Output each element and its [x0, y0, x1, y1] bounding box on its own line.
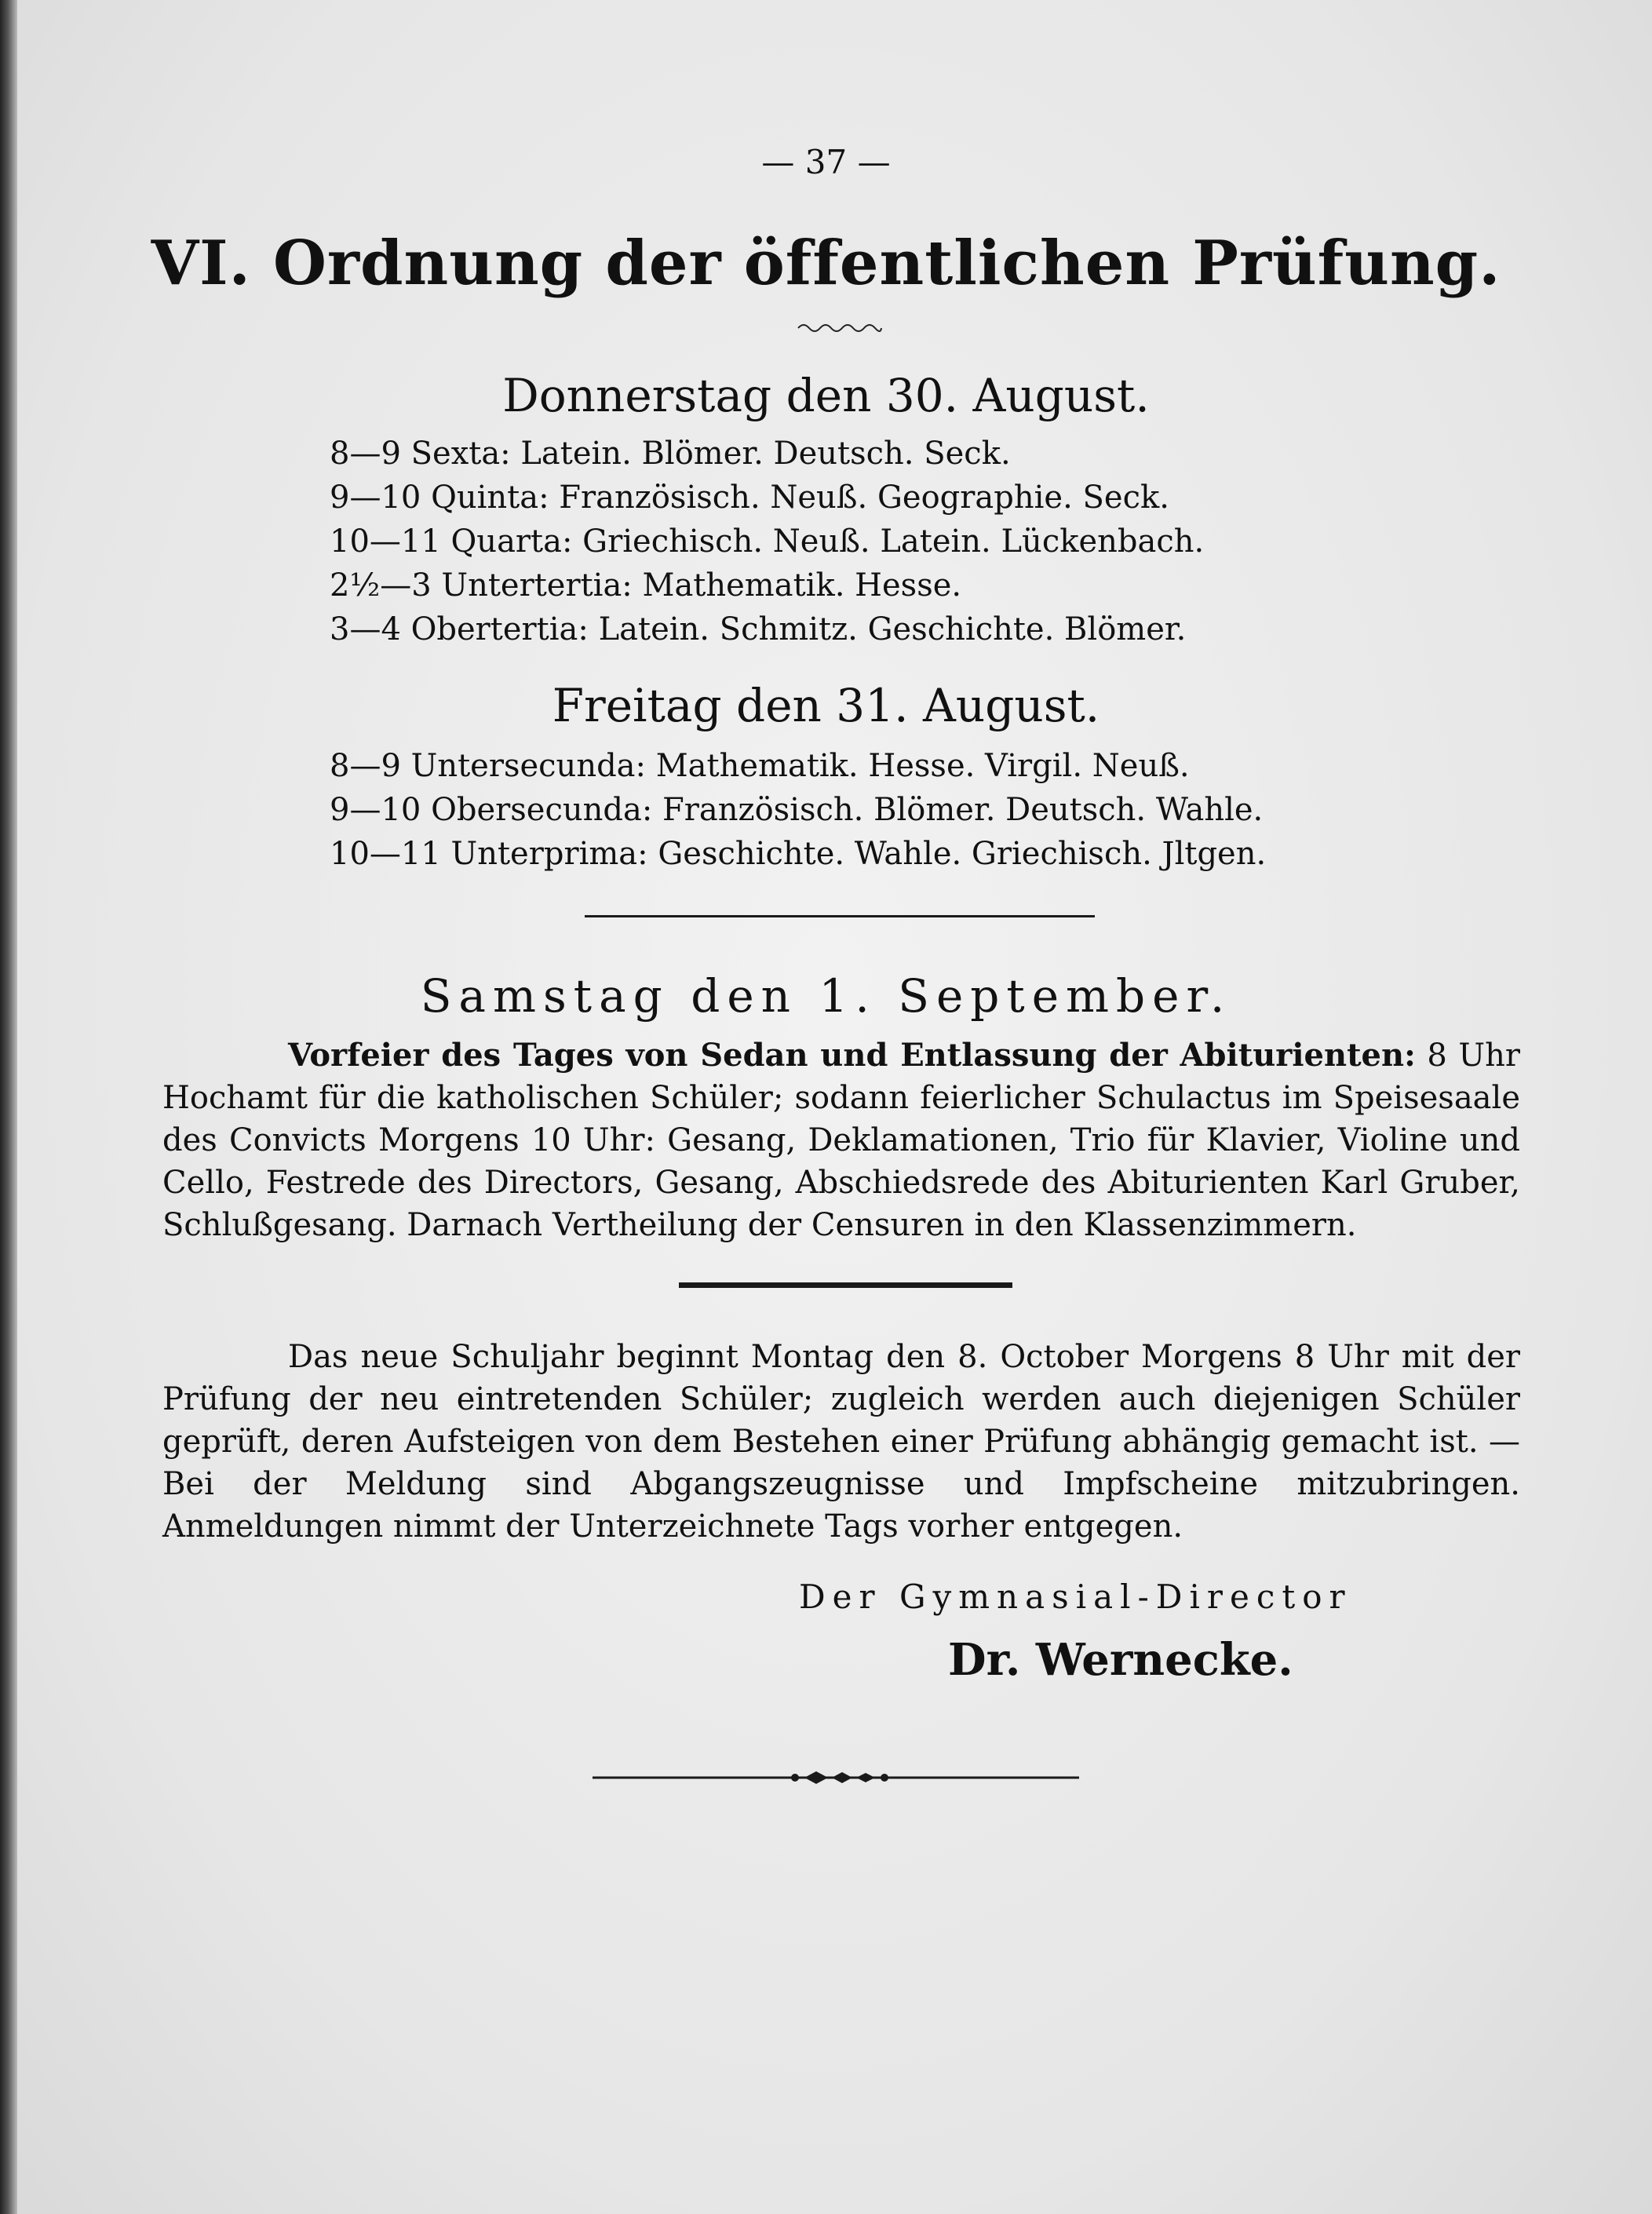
page-number: — 37 —: [761, 143, 891, 181]
page-title: VI. Ordnung der öffentlichen Prüfung.: [151, 228, 1501, 299]
thick-divider: [679, 1282, 1012, 1288]
schedule-line: 9—10 Obersecunda: Französisch. Blömer. Deutsch. Wahle.: [330, 792, 1264, 828]
schedule-line: 3—4 Obertertia: Latein. Schmitz. Geschichte. Blömer.: [330, 611, 1187, 647]
signature-name: Dr. Wernecke.: [948, 1634, 1293, 1686]
title-ornament-squiggle: [797, 320, 883, 336]
schedule-line: 9—10 Quinta: Französisch. Neuß. Geographie. Seck.: [330, 480, 1169, 516]
book-spine-shadow: [0, 0, 17, 2214]
school-year-notice: Das neue Schuljahr beginnt Montag den 8. October Morgens 8 Uhr mit der Prüfung der neu eintretenden Schüler; zugleich werden auch diejenigen Schüler geprüft, deren Aufsteigen von dem Bestehen einer Prüfung abhängig gemacht ist. — Bei der Meldung sind Abgangszeugnisse und Impfscheine mitzubringen. Anmeldungen nimmt der Unterzeichnete Tags vorher entgegen.: [162, 1339, 1520, 1545]
signature-role: Der Gymnasial-Director: [799, 1578, 1352, 1616]
section-divider: [585, 915, 1095, 917]
schedule-line: 10—11 Quarta: Griechisch. Neuß. Latein. Lückenbach.: [330, 523, 1205, 560]
day-heading-thursday: Donnerstag den 30. August.: [502, 369, 1150, 422]
schedule-thursday: [330, 432, 1204, 651]
schedule-line: 8—9 Untersecunda: Mathematik. Hesse. Virgil. Neuß.: [330, 748, 1190, 784]
ceremony-paragraph: [162, 1034, 1520, 1246]
schedule-line: 2½—3 Untertertia: Mathematik. Hesse.: [330, 567, 962, 604]
schedule-line: 8—9 Sexta: Latein. Blömer. Deutsch. Seck.: [330, 436, 1011, 472]
ceremony-lead: Vorfeier des Tages von Sedan und Entlassung der Abiturienten:: [288, 1037, 1416, 1074]
closing-ornament: [593, 1766, 1079, 1789]
ceremony-text: 8 Uhr Hochamt für die katholischen Schüler; sodann feierlicher Schulactus im Speisesaale des Convicts Morgens 10 Uhr: Gesang, Deklamationen, Trio für Klavier, Violine und Cello, Festrede des Directors, Gesang, Abschiedsrede des Abiturienten Karl Gruber, Schlußgesang. Darnach Vertheilung der Censuren in den Klassenzimmern.: [162, 1038, 1520, 1243]
schedule-line: 10—11 Unterprima: Geschichte. Wahle. Griechisch. Jltgen.: [330, 836, 1267, 872]
day-heading-saturday: Samstag den 1. September.: [420, 969, 1232, 1023]
day-heading-friday: Freitag den 31. August.: [552, 679, 1100, 732]
schedule-friday: [330, 744, 1266, 876]
